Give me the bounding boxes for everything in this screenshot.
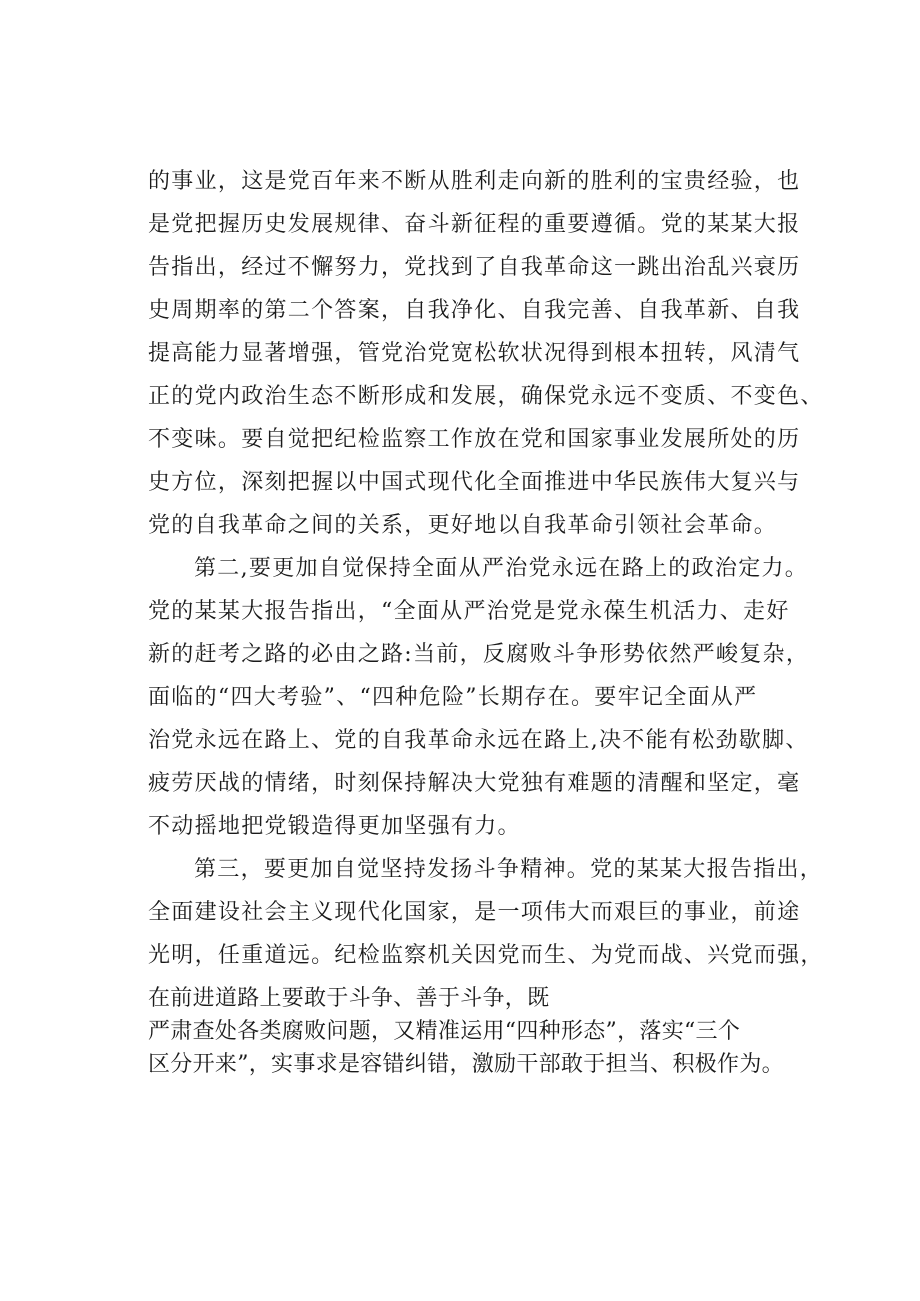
paragraph-heading-third: 第三，要更加自觉坚持发扬斗争精神。党的某某大报告指出，: [194, 857, 824, 882]
text-line: 治党永远在路上、党的自我革命永远在路上,决不能有松劲歇脚、: [148, 728, 809, 753]
text-line: 是党把握历史发展规律、奋斗新征程的重要遵循。党的某某大报: [148, 212, 801, 237]
text-line: 严肃查处各类腐败问题，又精准运用“四种形态”，落实“三个: [148, 1019, 741, 1044]
text-line: 告指出，经过不懈努力，党找到了自我革命这一跳出治乱兴衰历: [148, 255, 801, 280]
text-line: 面临的“四大考验”、“四种危险”长期存在。要牢记全面从严: [148, 685, 758, 710]
text-line: 在前进道路上要敢于斗争、善于斗争，既: [148, 986, 550, 1011]
text-line: 史方位，深刻把握以中国式现代化全面推进中华民族伟大复兴与: [148, 470, 801, 495]
text-line: 正的党内政治生态不断形成和发展，确保党永远不变质、不变色、: [148, 384, 824, 409]
text-line: 光明，任重道远。纪检监察机关因党而生、为党而战、兴党而强，: [148, 943, 824, 968]
text-line: 全面建设社会主义现代化国家，是一项伟大而艰巨的事业，前途: [148, 900, 801, 925]
text-line: 的事业，这是党百年来不断从胜利走向新的胜利的宝贵经验，也: [148, 169, 801, 194]
text-line: 党的自我革命之间的关系，更好地以自我革命引领社会革命。: [148, 513, 778, 538]
text-line: 区分开来”，实事求是容错纠错，激励干部敢于担当、积极作为。: [148, 1052, 784, 1077]
text-line: 史周期率的第二个答案，自我净化、自我完善、自我革新、自我: [148, 298, 801, 323]
text-line: 提高能力显著增强，管党治党宽松软状况得到根本扭转，风清气: [148, 341, 801, 366]
text-line: 不变味。要自觉把纪检监察工作放在党和国家事业发展所处的历: [148, 427, 801, 452]
text-line: 党的某某大报告指出，“全面从严治党是党永葆生机活力、走好: [148, 599, 790, 624]
text-line: 不动摇地把党锻造得更加坚强有力。: [148, 814, 521, 839]
text-line: 新的赶考之路的必由之路:当前，反腐败斗争形势依然严峻复杂，: [148, 642, 810, 667]
paragraph-heading-second: 第二,要更加自觉保持全面从严治党永远在路上的政治定力。: [194, 556, 809, 581]
text-line: 疲劳厌战的情绪，时刻保持解决大党独有难题的清醒和坚定，毫: [148, 771, 801, 796]
